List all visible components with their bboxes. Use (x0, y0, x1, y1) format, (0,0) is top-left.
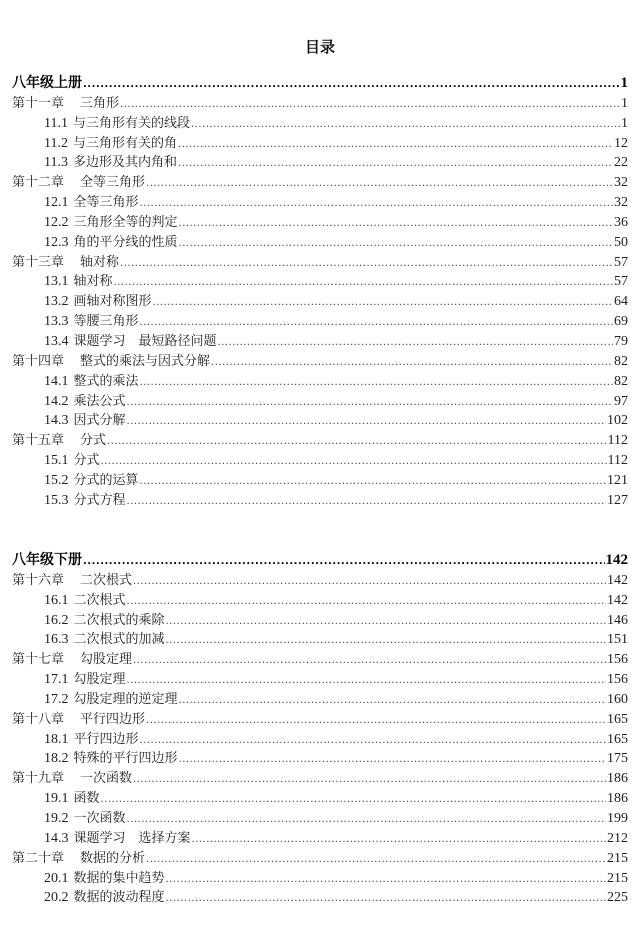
page-number: 32 (614, 195, 628, 211)
section-title (44, 749, 178, 769)
section-number: 15.1 (44, 453, 69, 469)
dot-leader (178, 154, 613, 174)
toc-chapter-entry[interactable] (12, 352, 628, 372)
toc-chapter-entry[interactable] (12, 769, 628, 789)
page-number: 64 (614, 294, 628, 310)
section-number: 14.3 (44, 413, 69, 429)
section-number: 18.1 (44, 731, 69, 747)
section-name: 勾股定理的逆定理 (73, 691, 178, 707)
section-title (44, 233, 178, 253)
toc-section-entry[interactable] (12, 372, 628, 392)
section-title (44, 789, 100, 809)
dot-leader (153, 293, 613, 313)
section-name: 乘法公式 (73, 393, 126, 409)
page-number: 215 (607, 870, 628, 886)
chapter-name: 勾股定理 (80, 652, 133, 668)
chapter-name: 全等三角形 (80, 175, 146, 191)
toc-section-entry[interactable] (12, 134, 628, 154)
chapter-prefix: 第十一章 (12, 95, 65, 111)
section-title (44, 153, 177, 173)
toc-section-entry[interactable] (12, 730, 628, 750)
toc-section-entry[interactable] (12, 332, 628, 352)
page-number: 212 (607, 830, 628, 846)
toc-section-entry[interactable] (12, 789, 628, 809)
dot-leader (127, 393, 613, 413)
section-name: 函数 (73, 791, 100, 807)
section-title (44, 411, 126, 431)
section-name: 分式的运算 (73, 472, 139, 488)
toc-section-entry[interactable] (12, 411, 628, 431)
chapter-name: 轴对称 (80, 254, 120, 270)
chapter-prefix: 第十五章 (12, 433, 65, 449)
dot-leader (179, 691, 606, 711)
page-number: 151 (607, 632, 628, 648)
section-name: 课题学习 最短路径问题 (73, 333, 217, 349)
toc-section-entry[interactable] (12, 312, 628, 332)
section-number: 16.1 (44, 592, 69, 608)
section-title (44, 491, 126, 511)
section-number: 16.2 (44, 612, 69, 628)
chapter-title (12, 710, 145, 730)
section-name: 三角形全等的判定 (73, 214, 178, 230)
page-number: 186 (607, 771, 628, 787)
chapter-title (12, 849, 145, 869)
dot-leader (146, 174, 613, 194)
section-title (44, 392, 126, 412)
toc-chapter-entry[interactable] (12, 94, 628, 114)
page-number: 112 (607, 433, 628, 449)
section-name: 因式分解 (73, 413, 126, 429)
page-number: 215 (607, 850, 628, 866)
chapter-name: 一次函数 (80, 771, 133, 787)
chapter-title (12, 650, 132, 670)
dot-leader (166, 870, 606, 890)
dot-leader (179, 234, 613, 254)
chapter-title (12, 253, 119, 273)
section-title (44, 292, 152, 312)
chapter-prefix: 第二十章 (12, 850, 65, 866)
toc-section-entry[interactable] (12, 272, 628, 292)
section-title (44, 332, 217, 352)
toc-chapter-entry[interactable] (12, 650, 628, 670)
toc-chapter-entry[interactable] (12, 431, 628, 451)
dot-leader (140, 472, 606, 492)
section-number: 12.3 (44, 234, 69, 250)
toc-section-entry[interactable] (12, 611, 628, 631)
section-title (44, 134, 177, 154)
chapter-prefix: 第十七章 (12, 652, 65, 668)
page-number: 50 (614, 234, 628, 250)
section-number: 18.2 (44, 751, 69, 767)
section-number: 15.2 (44, 472, 69, 488)
chapter-name: 整式的乘法与因式分解 (80, 353, 211, 369)
dot-leader (179, 214, 613, 234)
page-number: 175 (607, 751, 628, 767)
section-name: 一次函数 (73, 810, 126, 826)
section-name: 与三角形有关的角 (72, 135, 177, 151)
section-name: 角的平分线的性质 (73, 234, 178, 250)
dot-leader (127, 671, 606, 691)
page-number: 32 (614, 175, 628, 191)
section-title (44, 829, 191, 849)
section-title (44, 630, 165, 650)
dot-leader (127, 412, 606, 432)
section-number: 13.3 (44, 314, 69, 330)
toc-volume-heading[interactable] (12, 551, 628, 571)
section-name: 分式 (73, 453, 100, 469)
toc-section-entry[interactable] (12, 591, 628, 611)
dot-leader (127, 492, 606, 512)
toc-chapter-entry[interactable] (12, 173, 628, 193)
page-title: 目录 (304, 38, 335, 56)
section-name: 二次根式的乘除 (73, 612, 165, 628)
toc-chapter-entry[interactable] (12, 849, 628, 869)
section-title (44, 591, 126, 611)
section-name: 二次根式 (73, 592, 126, 608)
section-name: 数据的集中趋势 (73, 870, 165, 886)
dot-leader (178, 135, 613, 155)
section-title (44, 451, 100, 471)
page-number: 82 (614, 373, 628, 389)
chapter-title (12, 571, 132, 591)
chapter-name: 二次根式 (80, 572, 133, 588)
toc-volume-lower (12, 551, 628, 908)
toc-section-entry[interactable] (12, 630, 628, 650)
dot-leader (211, 353, 613, 373)
section-name: 数据的波动程度 (73, 890, 165, 906)
chapter-prefix: 第十四章 (12, 353, 65, 369)
page-number: 79 (614, 333, 628, 349)
toc-section-entry[interactable] (12, 690, 628, 710)
section-name: 轴对称 (73, 274, 113, 290)
chapter-prefix: 第十六章 (12, 572, 65, 588)
section-name: 全等三角形 (73, 195, 139, 211)
dot-leader (192, 830, 606, 850)
toc-section-entry[interactable] (12, 809, 628, 829)
page-number: 12 (614, 135, 628, 151)
toc-section-entry[interactable] (12, 153, 628, 173)
section-number: 11.3 (44, 155, 68, 171)
dot-leader (140, 313, 613, 333)
page-number: 69 (614, 314, 628, 330)
page-number: 121 (607, 472, 628, 488)
chapter-name: 分式 (80, 433, 107, 449)
section-title (44, 690, 178, 710)
section-number: 14.2 (44, 393, 69, 409)
dot-leader (120, 95, 620, 115)
toc-section-entry[interactable] (12, 888, 628, 908)
toc-section-entry[interactable] (12, 829, 628, 849)
chapter-title (12, 352, 210, 372)
section-title (44, 272, 113, 292)
toc-section-entry[interactable] (12, 392, 628, 412)
dot-leader (114, 273, 613, 293)
toc-section-entry[interactable] (12, 471, 628, 491)
chapter-prefix: 第十二章 (12, 175, 65, 191)
page-number: 57 (614, 254, 628, 270)
dot-leader (146, 711, 606, 731)
section-name: 二次根式的加减 (73, 632, 165, 648)
page-number: 160 (607, 691, 628, 707)
toc-section-entry[interactable] (12, 670, 628, 690)
toc-section-entry[interactable] (12, 233, 628, 253)
dot-leader (140, 194, 613, 214)
dot-leader (107, 432, 606, 452)
section-number: 11.2 (44, 135, 68, 151)
chapter-prefix: 第十三章 (12, 254, 65, 270)
page-number: 1 (621, 95, 628, 111)
section-number: 16.3 (44, 632, 69, 648)
page-number: 156 (607, 652, 628, 668)
chapter-title (12, 769, 132, 789)
section-title (44, 372, 139, 392)
dot-leader (127, 810, 606, 830)
toc-section-entry[interactable] (12, 491, 628, 511)
section-name: 分式方程 (73, 492, 126, 508)
toc-section-entry[interactable] (12, 451, 628, 471)
section-name: 多边形及其内角和 (72, 155, 177, 171)
section-number: 20.2 (44, 890, 69, 906)
page-number: 186 (607, 791, 628, 807)
section-name: 平行四边形 (73, 731, 139, 747)
dot-leader (101, 790, 606, 810)
section-number: 12.1 (44, 195, 69, 211)
section-number: 13.4 (44, 333, 69, 349)
dot-leader (166, 631, 606, 651)
section-name: 与三角形有关的线段 (72, 115, 190, 131)
page-number: 97 (614, 393, 628, 409)
section-title (44, 611, 165, 631)
page-number: 146 (607, 612, 628, 628)
page-number: 1 (620, 75, 628, 91)
section-title (44, 869, 165, 889)
dot-leader (218, 333, 613, 353)
section-number: 20.1 (44, 870, 69, 886)
page-number: 165 (607, 711, 628, 727)
section-name: 特殊的平行四边形 (73, 751, 178, 767)
page-number: 142 (607, 592, 628, 608)
chapter-title (12, 431, 106, 451)
chapter-name: 三角形 (80, 95, 120, 111)
section-title (44, 809, 126, 829)
toc-volume-heading[interactable] (12, 74, 628, 94)
chapter-prefix: 第十九章 (12, 771, 65, 787)
dot-leader (127, 592, 606, 612)
dot-leader (166, 612, 606, 632)
dot-leader (83, 75, 620, 95)
section-number: 13.1 (44, 274, 69, 290)
volume-label: 八年级下册 (12, 552, 82, 568)
section-number: 13.2 (44, 294, 69, 310)
toc-section-entry[interactable] (12, 193, 628, 213)
section-name: 课题学习 选择方案 (73, 830, 191, 846)
volume-label: 八年级上册 (12, 75, 82, 91)
section-name: 等腰三角形 (73, 314, 139, 330)
section-number: 19.1 (44, 791, 69, 807)
chapter-prefix: 第十八章 (12, 711, 65, 727)
section-number: 14.1 (44, 373, 69, 389)
page-number: 102 (607, 413, 628, 429)
toc-section-entry[interactable] (12, 213, 628, 233)
page-number: 142 (605, 552, 628, 568)
section-name: 勾股定理 (73, 672, 126, 688)
page-number: 82 (614, 353, 628, 369)
dot-leader (133, 651, 606, 671)
page-number: 199 (607, 810, 628, 826)
toc-section-entry[interactable] (12, 292, 628, 312)
section-number: 12.2 (44, 214, 69, 230)
dot-leader (83, 552, 605, 572)
section-title (44, 888, 165, 908)
toc-section-entry[interactable] (12, 869, 628, 889)
section-number: 17.1 (44, 672, 69, 688)
toc-chapter-entry[interactable] (12, 253, 628, 273)
section-name: 整式的乘法 (73, 373, 139, 389)
section-number: 11.1 (44, 115, 68, 131)
section-title (44, 114, 190, 134)
chapter-title (12, 173, 145, 193)
chapter-title (12, 94, 119, 114)
toc-volume-upper (12, 74, 628, 511)
page-number: 22 (614, 155, 628, 171)
toc-chapter-entry[interactable] (12, 571, 628, 591)
page-number: 156 (607, 672, 628, 688)
toc-section-entry[interactable] (12, 114, 628, 134)
page-number: 57 (614, 274, 628, 290)
chapter-name: 数据的分析 (80, 850, 146, 866)
section-number: 15.3 (44, 492, 69, 508)
dot-leader (101, 452, 607, 472)
dot-leader (133, 770, 606, 790)
section-title (44, 193, 139, 213)
page-number: 1 (621, 115, 628, 131)
dot-leader (179, 750, 606, 770)
section-number: 17.2 (44, 691, 69, 707)
page-number: 36 (614, 214, 628, 230)
page-number: 142 (607, 572, 628, 588)
section-number: 19.2 (44, 810, 69, 826)
dot-leader (166, 889, 606, 909)
section-number: 14.3 (44, 830, 69, 846)
page-number: 165 (607, 731, 628, 747)
page-number: 225 (607, 890, 628, 906)
dot-leader (133, 572, 606, 592)
section-title (44, 312, 139, 332)
page-number: 112 (607, 453, 628, 469)
dot-leader (146, 850, 606, 870)
dot-leader (140, 731, 606, 751)
section-name: 画轴对称图形 (73, 294, 152, 310)
dot-leader (191, 115, 620, 135)
section-title (44, 471, 139, 491)
toc-chapter-entry[interactable] (12, 710, 628, 730)
dot-leader (120, 254, 613, 274)
toc-section-entry[interactable] (12, 749, 628, 769)
section-title (44, 730, 139, 750)
chapter-name: 平行四边形 (80, 711, 146, 727)
dot-leader (140, 373, 613, 393)
section-title (44, 670, 126, 690)
section-title (44, 213, 178, 233)
page-number: 127 (607, 492, 628, 508)
